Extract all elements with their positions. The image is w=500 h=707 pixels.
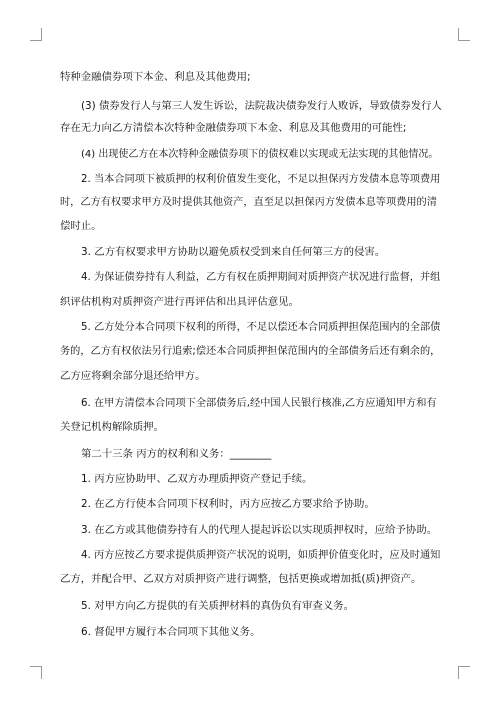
crop-mark-top-right-v: [458, 28, 459, 41]
text-line: 偿时止。: [60, 220, 102, 232]
text-line: 1. 丙方应协助甲、乙双方办理质押资产登记手续。: [81, 473, 313, 485]
text-line: 5. 乙方处分本合同项下权利的所得，不足以偿还本合同质押担保范围内的全部债: [81, 322, 441, 333]
crop-mark-top-left-v: [41, 28, 42, 41]
text-line: 2. 当本合同项下被质押的权利价值发生变化，不足以担保丙方发债本息等项费用: [81, 174, 441, 185]
text-line: 乙方应将剩余部分退还给甲方。: [60, 370, 206, 382]
text-line: 6. 督促甲方履行本合同项下其他义务。: [81, 626, 261, 638]
crop-mark-bottom-left-v: [41, 666, 42, 679]
text-line: 3. 乙方有权要求甲方协助以避免质权受到来自任何第三方的侵害。: [81, 246, 386, 258]
text-line: 务的，乙方有权依法另行追索;偿还本合同质押担保范围内的全部债务后还有剩余的，: [60, 346, 441, 357]
crop-mark-bottom-right-v: [458, 666, 459, 679]
text-line: 2. 在乙方行使本合同项下权利时，丙方应按乙方要求给予协助。: [81, 498, 375, 510]
text-line: 特种金融债券项下本金、利息及其他费用;: [60, 71, 251, 83]
text-line: 织评估机构对质押资产进行再评估和出具评估意见。: [60, 296, 299, 308]
crop-mark-top-right-h: [458, 40, 470, 41]
text-line: 存在无力向乙方清偿本次特种金融债券项下本金、利息及其他费用的可能性;: [60, 122, 407, 134]
text-line: 5. 对甲方向乙方提供的有关质押材料的真伪负有审查义务。: [81, 600, 354, 612]
text-line: 关登记机构解除质押。: [60, 421, 164, 433]
text-line: 3. 在乙方或其他债券持有人的代理人提起诉讼以实现质押权时，应给予协助。: [81, 524, 438, 536]
text-line: 4. 为保证债券持有人利益，乙方有权在质押期间对质押资产状况进行监督，并组: [81, 272, 441, 283]
text-line: (3) 债券发行人与第三人发生诉讼，法院裁决债券发行人败诉，导致债券发行人: [81, 100, 442, 112]
crop-mark-bottom-right-h: [458, 666, 470, 667]
text-line: 6. 在甲方清偿本合同项下全部债务后,经中国人民银行核准,乙方应通知甲方和有: [81, 398, 437, 409]
article-heading: 第二十三条 丙方的权利和义务：________: [81, 448, 272, 460]
text-line: 时，乙方有权要求甲方及时提供其他资产，直至足以担保丙方发债本息等项费用的清: [60, 197, 437, 208]
text-line: (4) 出现使乙方在本次特种金融债券项下的债权难以实现或无法实现的其他情况。: [81, 149, 439, 160]
text-line: 乙方，并配合甲、乙双方对质押资产进行调整，包括更换或增加抵(质)押资产。: [60, 573, 422, 585]
text-line: 4. 丙方应按乙方要求提供质押资产状况的说明，如质押价值变化时，应及时通知: [81, 550, 441, 561]
